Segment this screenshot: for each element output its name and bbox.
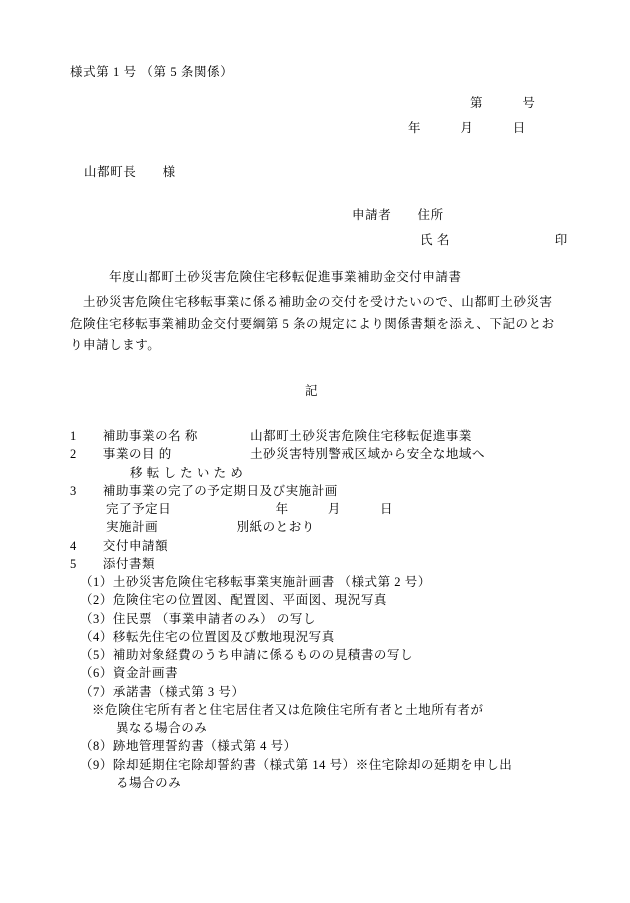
list-item: （5）補助対象経費のうち申請に係るものの見積書の写し [80, 648, 414, 662]
list-item: （1）土砂災害危険住宅移転事業実施計画書 （様式第 2 号） [80, 575, 431, 589]
list-item: （9）除却延期住宅除却誓約書（様式第 14 号）※住宅除却の延期を申し出 [80, 757, 513, 772]
applicant-address: 申請者 住所 [352, 208, 444, 222]
document-title: 年度山都町土砂災害危険住宅移転促進事業補助金交付申請書 [70, 270, 462, 284]
list-item: 5 添付書類 [70, 556, 156, 571]
list-item: 3 補助事業の完了の予定期日及び実施計画 [70, 483, 338, 498]
addressee: 山都町長 様 [84, 165, 176, 179]
list-item: （7）承諾書（様式第 3 号） [80, 684, 245, 699]
list-item: 移 転 し た い た め [130, 465, 244, 480]
list-item: 完了予定日 年 月 日 [106, 502, 394, 516]
list-item: （8）跡地管理誓約書（様式第 4 号） [80, 739, 297, 754]
ki-mark: 記 [305, 384, 319, 398]
list-item: （4）移転先住宅の位置図及び敷地現況写真 [80, 629, 335, 644]
list-item: 異なる場合のみ [116, 721, 208, 735]
document-paragraph: 土砂災害危険住宅移転事業に係る補助金の交付を受けたいので、山都町土砂災害危険住宅移転事業補助金交付要綱第 5 条の規定により関係書類を添え、下記のとおり申請します。 [70, 295, 555, 352]
list-item: る場合のみ [116, 775, 182, 790]
list-item: 4 交付申請額 [70, 538, 169, 553]
list-item: 実施計画 別紙のとおり [106, 520, 315, 535]
list-item: （6）資金計画書 [80, 666, 179, 681]
list-item: （2）危険住宅の位置図、配置図、平面図、現況写真 [80, 593, 387, 608]
list-item: （3）住民票 （事業申請者のみ） の写し [80, 611, 317, 626]
applicant-name: 氏 名 印 [420, 233, 568, 247]
list-item: ※危険住宅所有者と住宅居住者又は危険住宅所有者と土地所有者が [92, 702, 484, 717]
date-line: 年 月 日 [408, 121, 526, 135]
document-number-line: 第 号 [470, 96, 536, 110]
list-item: 2 事業の目 的 土砂災害特別警戒区域から安全な地域へ [70, 447, 486, 462]
item-list [70, 427, 570, 792]
form-number: 様式第 1 号 （第 5 条関係） [70, 65, 234, 79]
list-item: 1 補助事業の名 称 山都町土砂災害危険住宅移転促進事業 [70, 429, 472, 443]
